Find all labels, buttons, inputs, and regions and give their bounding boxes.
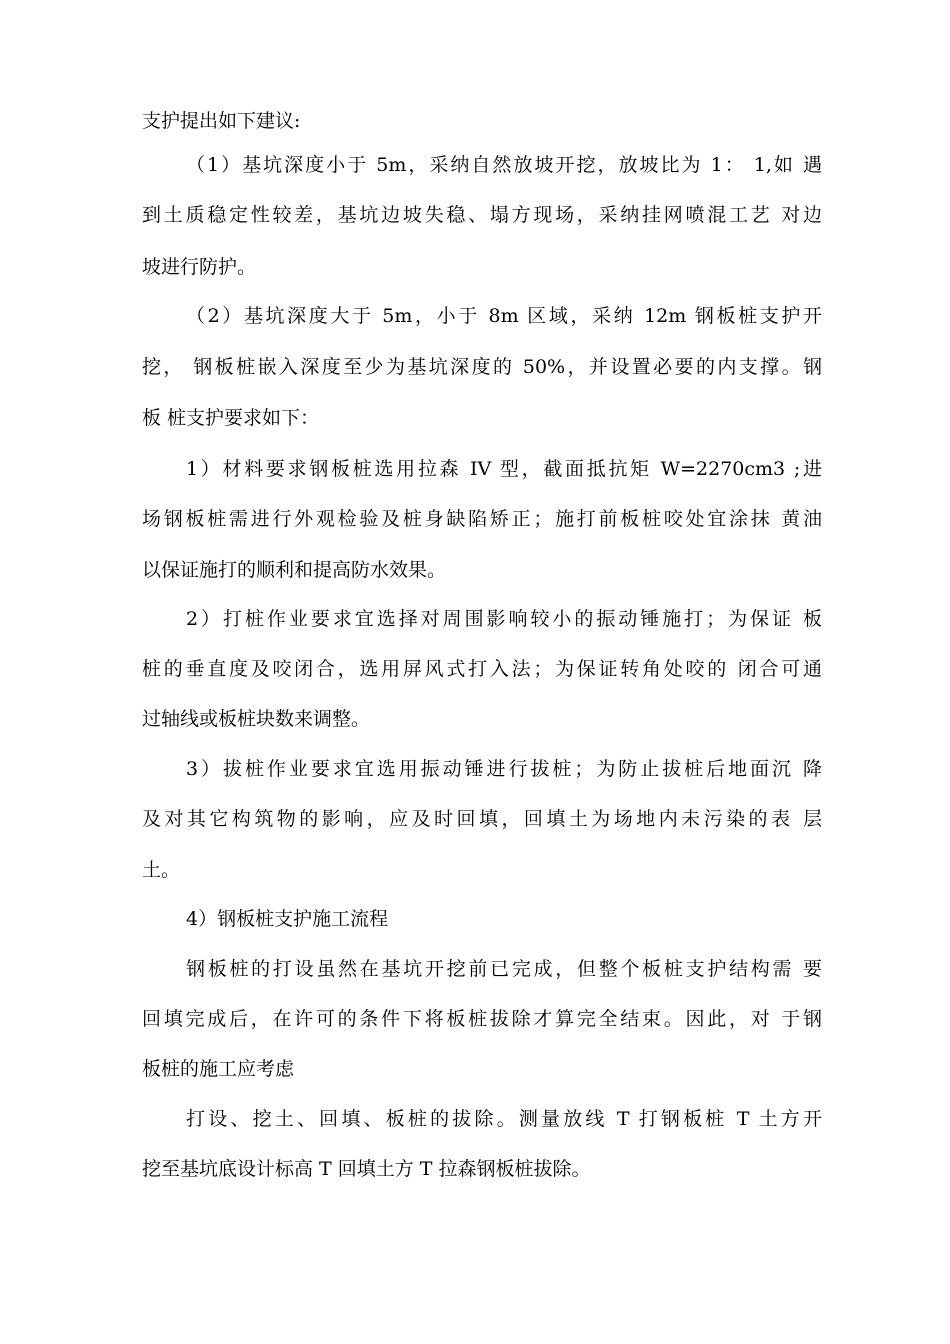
paragraph-5-line: 土。 (142, 859, 181, 881)
paragraph-1-line: 到土质稳定性较差，基坑边坡失稳、塌方现场，采纳挂网喷混工艺 对边 (142, 204, 822, 226)
paragraph-3-line: 场钢板桩需进行外观检验及桩身缺陷矫正；施打前板桩咬处宜涂抹 黄油 (142, 508, 822, 530)
paragraph-2-line: （2）基坑深度大于 5m，小于 8m 区域，采纳 12m 钢板桩支护开 (186, 305, 822, 327)
paragraph-1-line: （1）基坑深度小于 5m，采纳自然放坡开挖，放坡比为 1： 1,如 遇 (186, 154, 822, 176)
paragraph-6-line: 板桩的施工应考虑 (142, 1058, 295, 1080)
paragraph-4-line: 2）打桩作业要求宜选择对周围影响较小的振动锤施打；为保证 板 (186, 608, 822, 630)
paragraph-7-line: 挖至基坑底设计标高 T 回填土方 T 拉森钢板桩拔除。 (142, 1158, 591, 1180)
paragraph-7-line: 打设、挖土、回填、板桩的拔除。测量放线 T 打钢板桩 T 土方开 (186, 1108, 822, 1130)
paragraph-3-line: 以保证施打的顺利和提高防水效果。 (142, 559, 447, 581)
text-line: 支护提出如下建议: (142, 110, 301, 132)
paragraph-2-line: 挖， 钢板桩嵌入深度至少为基坑深度的 50%，并设置必要的内支撑。钢 (142, 356, 822, 378)
paragraph-6-line: 回填完成后，在许可的条件下将板桩拔除才算完全结束。因此，对 于钢 (142, 1008, 822, 1030)
section-heading: 4）钢板桩支护施工流程 (186, 908, 389, 930)
paragraph-4-line: 桩的垂直度及咬闭合，选用屏风式打入法；为保证转角处咬的 闭合可通 (142, 658, 822, 680)
paragraph-3-line: 1）材料要求钢板桩选用拉森 IV 型，截面抵抗矩 W=2270cm3 ;进 (186, 458, 822, 480)
paragraph-5-line: 及对其它构筑物的影响，应及时回填，回填土为场地内未污染的表 层 (142, 808, 822, 830)
paragraph-4-line: 过轴线或板桩块数来调整。 (142, 708, 371, 730)
paragraph-5-line: 3）拔桩作业要求宜选用振动锤进行拔桩；为防止拔桩后地面沉 降 (186, 758, 822, 780)
paragraph-1-line: 坡进行防护。 (142, 256, 257, 278)
paragraph-6-line: 钢板桩的打设虽然在基坑开挖前已完成，但整个板桩支护结构需 要 (186, 958, 822, 980)
paragraph-2-line: 板 桩支护要求如下： (142, 407, 320, 429)
